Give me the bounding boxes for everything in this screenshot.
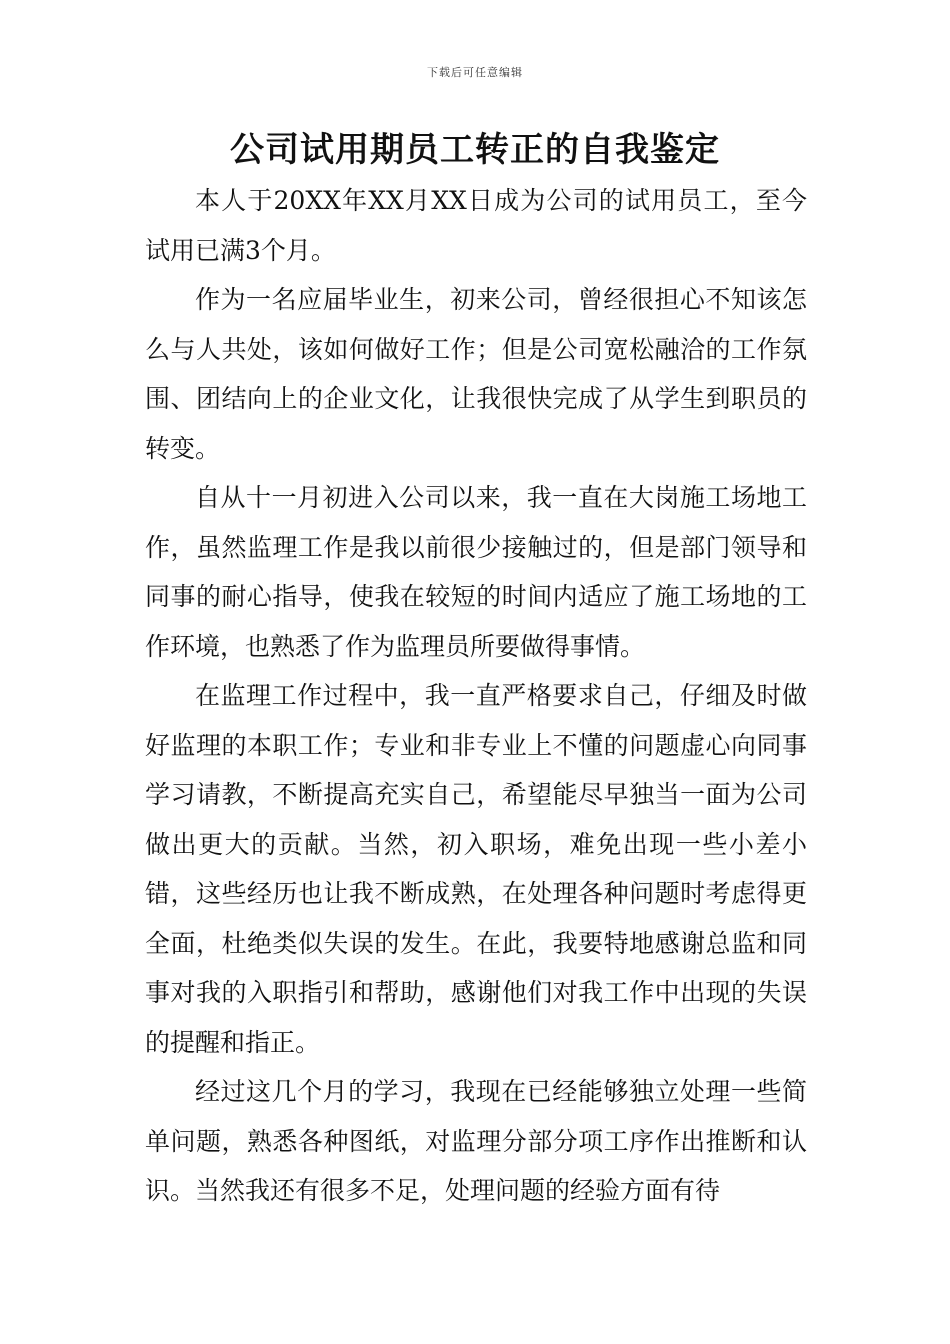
paragraph: 在监理工作过程中，我一直严格要求自己，仔细及时做好监理的本职工作；专业和非专业上不懂的问题虚心向同事学习请教，不断提高充实自己，希望能尽早独当一面为公司做出更大的贡献。当然，初入职场，难免出现一些小差小错，这些经历也让我不断成熟，在处理各种问题时考虑得更全面，杜绝类似失误的发生。在此，我要特地感谢总监和同事对我的入职指引和帮助，感谢他们对我工作中出现的失误的提醒和指正。: [145, 681, 807, 1057]
paragraph: 经过这几个月的学习，我现在已经能够独立处理一些简单问题，熟悉各种图纸，对监理分部分项工序作出推断和认识。当然我还有很多不足，处理问题的经验方面有待: [145, 1077, 807, 1205]
paragraph: 本人于20XX年XX月XX日成为公司的试用员工，至今试用已满3个月。: [145, 186, 807, 265]
header-note: 下载后可任意编辑: [427, 66, 523, 79]
paragraph: 自从十一月初进入公司以来，我一直在大岗施工场地工作，虽然监理工作是我以前很少接触过的，但是部门领导和同事的耐心指导，使我在较短的时间内适应了施工场地的工作环境，也熟悉了作为监理员所要做得事情。: [145, 483, 807, 661]
paragraph: 作为一名应届毕业生，初来公司，曾经很担心不知该怎么与人共处，该如何做好工作；但是公司宽松融洽的工作氛围、团结向上的企业文化，让我很快完成了从学生到职员的转变。: [145, 285, 807, 463]
document-body: [145, 176, 807, 1216]
document-title: 公司试用期员工转正的自我鉴定: [230, 130, 720, 170]
